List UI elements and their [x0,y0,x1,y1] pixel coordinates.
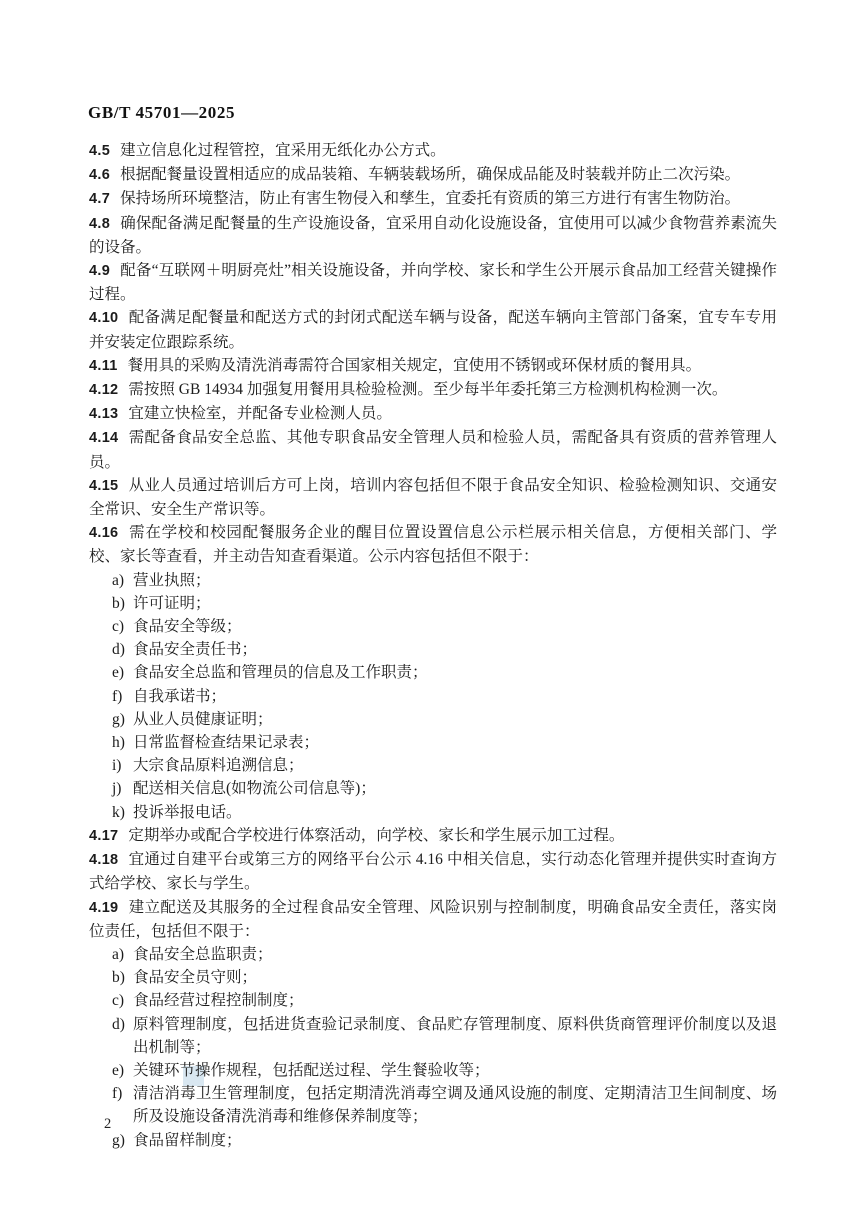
list-item-label: j) [112,780,122,798]
page-number: 2 [104,1116,112,1132]
list-item [89,989,777,1012]
list-item-text: 大宗食品原料追溯信息； [133,757,304,775]
list-item [89,1059,777,1082]
clause-paragraph [89,306,777,353]
list-item-text: 配送相关信息(如物流公司信息等)； [133,780,376,798]
clause-paragraph [89,187,777,211]
clause-number: 4.16 [89,525,119,542]
clause-subitem-list [89,569,777,824]
list-item-label: b) [112,594,125,612]
clause-paragraph [89,212,777,259]
clause-block [89,896,777,1152]
clause-number: 4.6 [89,167,111,184]
clause-text: 定期举办或配合学校进行体察活动，向学校、家长和学生展示加工过程。 [128,826,625,844]
list-item-text: 许可证明； [133,594,211,612]
list-item-label: e) [112,664,125,682]
clause-number: 4.9 [89,263,111,280]
list-item-label: d) [112,1015,125,1033]
clause-text: 需在学校和校园配餐服务企业的醒目位置设置信息公示栏展示相关信息，方便相关部门、学校、家长等查看，并主动告知查看渠道。公示内容包括但不限于： [89,524,777,566]
clause-paragraph [89,896,777,943]
clause-paragraph [89,378,777,402]
list-item-label: b) [112,969,125,987]
list-item-text: 食品安全总监职责； [133,945,273,963]
clause-number: 4.17 [89,827,119,844]
list-item-text: 投诉举报电话。 [133,803,242,821]
clause-block [89,474,777,521]
clause-text: 配备“互联网＋明厨亮灶”相关设施设备，并向学校、家长和学生公开展示食品加工经营关键操作过程。 [89,262,777,304]
clause-block [89,212,777,259]
document-body [89,139,777,1152]
clause-number: 4.14 [89,430,119,447]
list-item [89,638,777,661]
list-item-label: e) [112,1061,125,1079]
list-item-label: a) [112,571,125,589]
list-item [89,731,777,754]
list-item-label: i) [112,757,122,775]
clause-block [89,378,777,402]
list-item [89,569,777,592]
clause-number: 4.19 [89,899,119,916]
list-item-text: 食品安全总监和管理员的信息及工作职责； [133,664,428,682]
list-item-text: 食品留样制度； [133,1131,242,1149]
list-item [89,1082,777,1128]
clause-block [89,848,777,895]
clause-block [89,824,777,848]
clause-text: 保持场所环境整洁，防止有害生物侵入和孳生，宜委托有资质的第三方进行有害生物防治。 [120,190,741,208]
clause-number: 4.18 [89,852,119,869]
clause-number: 4.7 [89,191,111,208]
list-item-text: 从业人员健康证明； [133,710,273,728]
clause-block [89,306,777,353]
list-item [89,1013,777,1059]
clause-text: 需配备食品安全总监、其他专职食品安全管理人员和检验人员，需配备具有资质的营养管理人员。 [89,429,777,471]
clause-paragraph [89,259,777,306]
list-item [89,708,777,731]
clause-paragraph [89,474,777,521]
clause-number: 4.15 [89,477,119,494]
list-item-text: 自我承诺书； [133,687,227,705]
clause-block [89,521,777,824]
list-item-text: 关键环节操作规程，包括配送过程、学生餐验收等； [133,1061,490,1079]
list-item-label: h) [112,734,125,752]
clause-text: 配备满足配餐量和配送方式的封闭式配送车辆与设备，配送车辆向主管部门备案，宜专车专用并安装定位跟踪系统。 [89,309,777,351]
clause-paragraph [89,402,777,426]
list-item [89,615,777,638]
list-item-text: 营业执照； [133,571,211,589]
list-item-label: d) [112,641,125,659]
list-item-label: f) [112,687,123,705]
list-item [89,1129,777,1152]
clause-number: 4.12 [89,382,119,399]
clause-paragraph [89,521,777,568]
clause-paragraph [89,848,777,895]
clause-text: 确保配备满足配餐量的生产设施设备，宜采用自动化设施设备，宜使用可以减少食物营养素流失的设备。 [89,214,777,256]
clause-block [89,402,777,426]
clause-text: 从业人员通过培训后方可上岗，培训内容包括但不限于食品安全知识、检验检测知识、交通安全常识、安全生产常识等。 [89,476,777,519]
clause-block [89,354,777,378]
list-item [89,685,777,708]
list-item-text: 食品安全责任书； [133,641,258,659]
list-item-label: c) [112,618,125,636]
clause-paragraph [89,426,777,473]
clause-text: 根据配餐量设置相适应的成品装箱、车辆装载场所，确保成品能及时装载并防止二次污染。 [120,166,741,184]
clause-paragraph [89,139,777,163]
clause-paragraph [89,163,777,187]
list-item-text: 日常监督检查结果记录表； [133,734,320,752]
list-item [89,592,777,615]
clause-text: 宜通过自建平台或第三方的网络平台公示 4.16 中相关信息，实行动态化管理并提供实时查询方式给学校、家长与学生。 [89,851,777,893]
clause-text: 餐用具的采购及清洗消毒需符合国家相关规定，宜使用不锈钢或环保材质的餐用具。 [127,356,702,374]
list-item-text: 食品经营过程控制制度； [133,992,304,1010]
clause-list [89,139,777,1152]
list-item-label: g) [112,710,125,728]
clause-number: 4.10 [89,310,119,327]
list-item-label: a) [112,945,125,963]
list-item [89,661,777,684]
list-item [89,943,777,966]
clause-block [89,139,777,163]
list-item-text: 食品安全员守则； [133,969,258,987]
clause-text: 需按照 GB 14934 加强复用餐用具检验检测。至少每半年委托第三方检测机构检测一次。 [128,381,728,399]
list-item-text: 食品安全等级； [133,618,242,636]
clause-paragraph [89,824,777,848]
clause-text: 建立配送及其服务的全过程食品安全管理、风险识别与控制制度，明确食品安全责任，落实岗位责任，包括但不限于： [89,898,777,940]
doc-code: GB/T 45701—2025 [88,103,236,122]
list-item [89,754,777,777]
clause-number: 4.13 [89,406,119,423]
clause-subitem-list [89,943,777,1152]
list-item-label: f) [112,1085,123,1103]
clause-number: 4.11 [89,357,118,374]
list-item [89,777,777,800]
list-item [89,801,777,824]
list-item-label: k) [112,803,125,821]
list-item-label: c) [112,992,125,1010]
list-item [89,966,777,989]
list-item-text: 清洁消毒卫生管理制度，包括定期清洗消毒空调及通风设施的制度、定期清洁卫生间制度、场所及设施设备清洗消毒和维修保养制度等； [133,1085,777,1126]
clause-block [89,187,777,211]
clause-paragraph [89,354,777,378]
list-item-label: g) [112,1131,125,1149]
clause-block [89,259,777,306]
clause-number: 4.8 [89,215,111,232]
clause-block [89,426,777,473]
list-item-text: 原料管理制度，包括进货查验记录制度、食品贮存管理制度、原料供货商管理评价制度以及退出机制等； [133,1015,777,1056]
clause-number: 4.5 [89,143,111,159]
clause-block [89,163,777,187]
clause-text: 宜建立快检室，并配备专业检测人员。 [128,405,392,423]
clause-text: 建立信息化过程管控，宜采用无纸化办公方式。 [120,142,446,159]
